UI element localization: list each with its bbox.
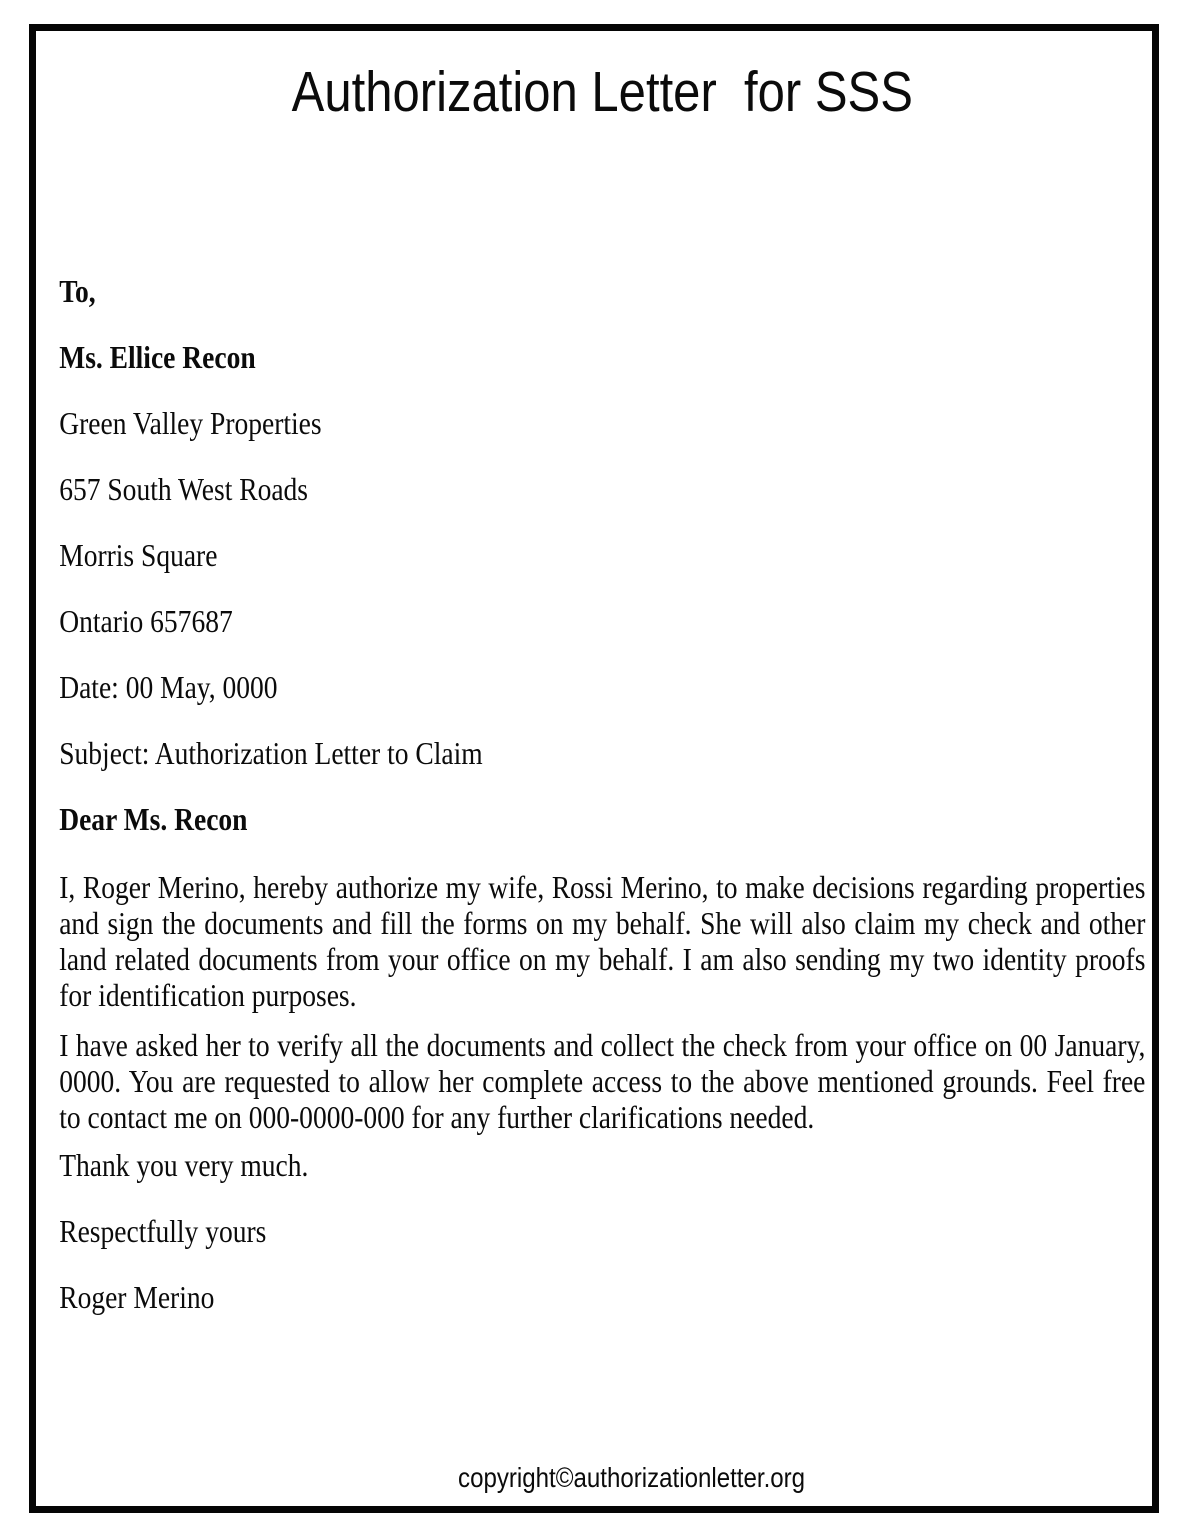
closing-line: Respectfully yours [59,1213,267,1249]
recipient-street: 657 South West Roads [59,471,309,507]
letter-content [36,31,1154,1493]
subject-line: Subject: Authorization Letter to Claim [59,735,483,771]
page-title: Authorization Letter for SSS [291,60,913,124]
to-label: To, [59,273,96,309]
letter-border-frame [29,24,1159,1513]
body-paragraph-2: I have asked her to verify all the documents and collect the check from your office on 00 January, 0000. You are requested to allow her complete access to the above mentioned grounds. Feel free to contact me on 000-0000-000 for any further clarifications needed. [59,1027,1146,1135]
recipient-city-zip: Ontario 657687 [59,603,233,639]
greeting-line: Dear Ms. Recon [59,801,248,837]
recipient-area: Morris Square [59,537,218,573]
thanks-line: Thank you very much. [59,1147,309,1183]
date-line: Date: 00 May, 0000 [59,669,278,705]
body-paragraph-1: I, Roger Merino, hereby authorize my wife, Rossi Merino, to make decisions regarding properties and sign the documents and fill the forms on my behalf. She will also claim my check and other land related documents from your office on my behalf. I am also sending my two identity proofs for identification purposes. [59,869,1146,1013]
footer-copyright: copyright©authorizationletter.org [458,1462,806,1493]
recipient-name: Ms. Ellice Recon [59,339,256,375]
signature-name: Roger Merino [59,1279,215,1315]
recipient-company: Green Valley Properties [59,405,322,441]
